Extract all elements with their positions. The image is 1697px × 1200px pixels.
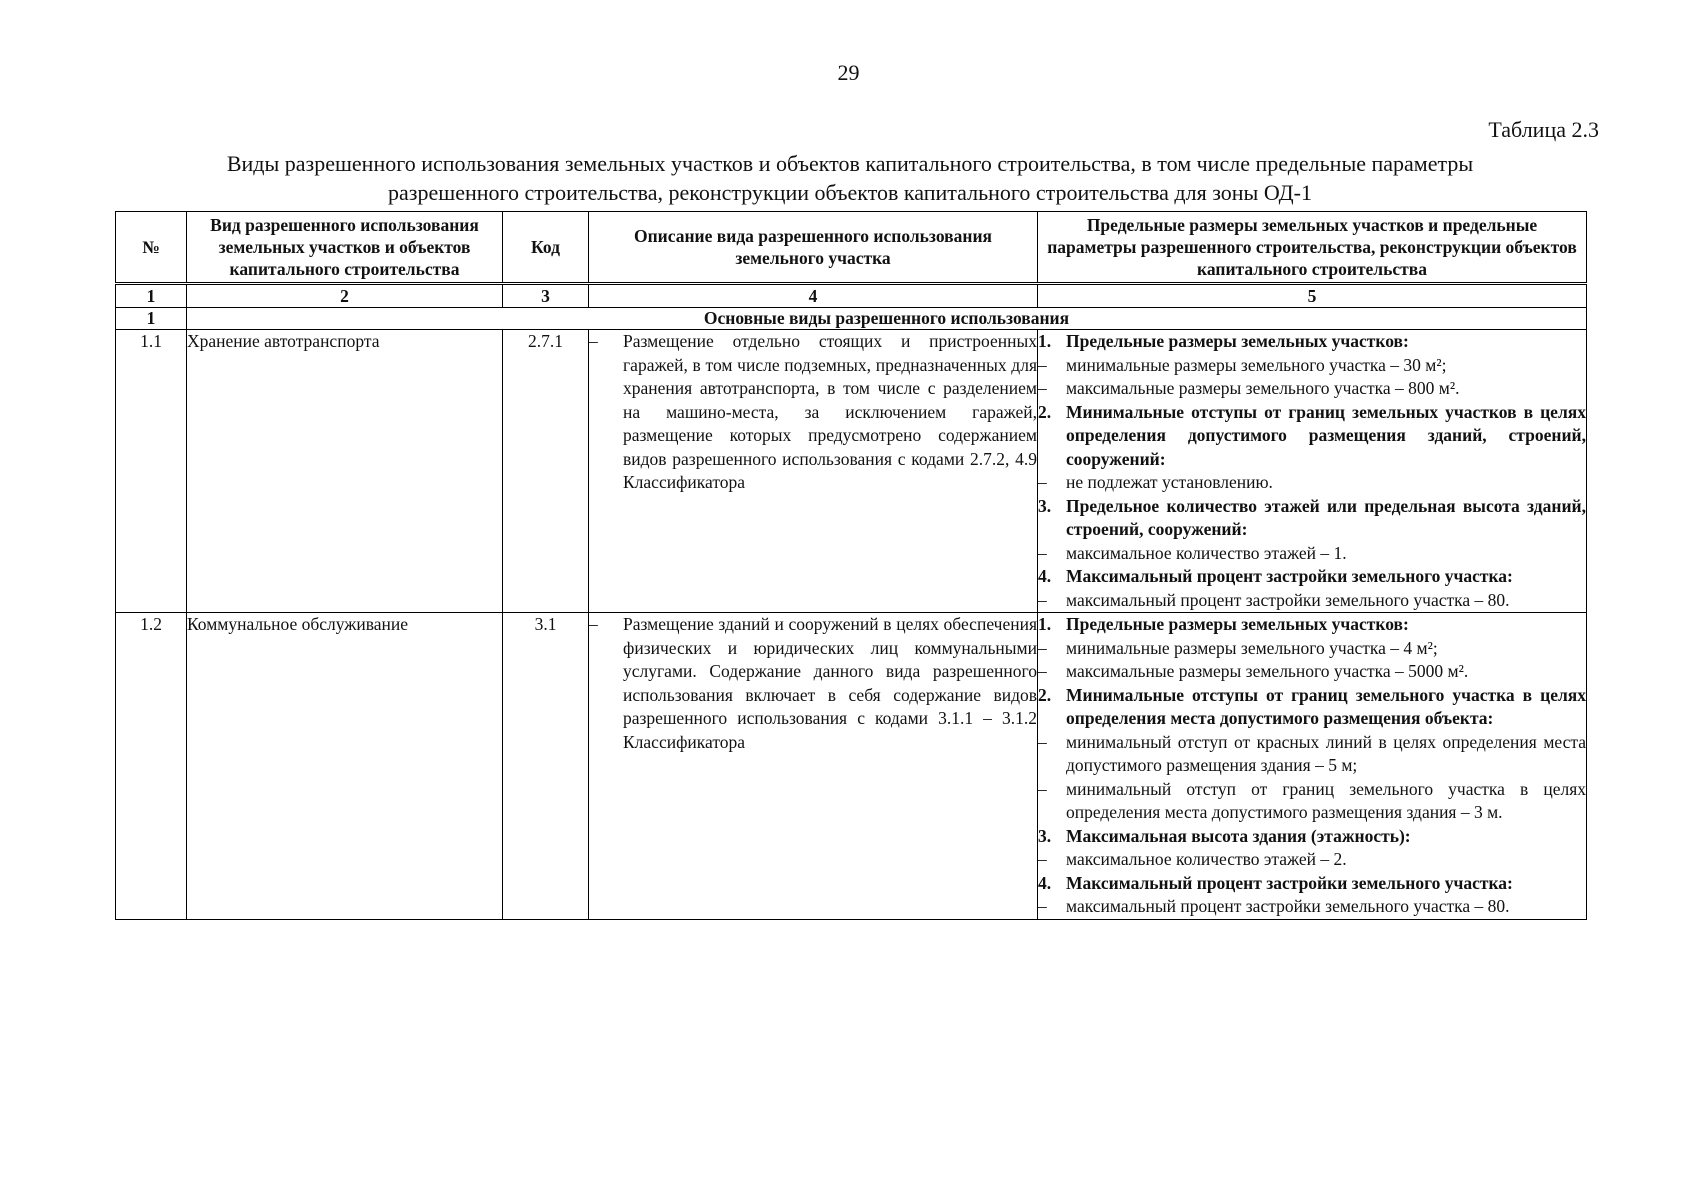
param-item: – максимальное количество этажей – 2. bbox=[1038, 849, 1347, 869]
column-numbers-row bbox=[116, 284, 1587, 308]
param-item: – минимальный отступ от границ земельного участка в целях определения места допустимого размещения здания – 3 м. bbox=[1038, 778, 1586, 822]
section-title: Основные виды разрешенного использования bbox=[187, 308, 1587, 330]
section-row bbox=[116, 308, 1587, 330]
param-heading: 4. Максимальный процент застройки земельного участка: bbox=[1038, 872, 1513, 893]
section-number: 1 bbox=[116, 308, 187, 330]
param-item: – максимальные размеры земельного участка – 5000 м². bbox=[1038, 661, 1469, 681]
row-code: 2.7.1 bbox=[503, 330, 589, 613]
table-caption bbox=[120, 149, 1580, 207]
description-text: Размещение отдельно стоящих и пристроенных гаражей, в том числе подземных, предназначенных для хранения автотранспорта, в том числе с разделением на машино-места, за исключением гаражей, размещение которых предусмотрено содержанием видов разрешенного использования с кодами 2.7.2, 4.9 Классификатора bbox=[623, 331, 1037, 492]
param-heading: 3. Максимальная высота здания (этажность): bbox=[1038, 825, 1411, 846]
header-use-type: Вид разрешенного использования земельных участков и объектов капитального строительства bbox=[187, 212, 503, 284]
column-number: 4 bbox=[589, 284, 1038, 308]
param-heading: 1. Предельные размеры земельных участков: bbox=[1038, 614, 1409, 634]
row-code: 3.1 bbox=[503, 613, 589, 920]
header-description: Описание вида разрешенного использования земельного участка bbox=[589, 212, 1038, 284]
row-number: 1.1 bbox=[116, 330, 187, 613]
param-item: – максимальные размеры земельного участка – 800 м². bbox=[1038, 378, 1460, 398]
param-heading: 3. Предельное количество этажей или предельная высота зданий, строений, сооружений: bbox=[1038, 495, 1586, 539]
header-code: Код bbox=[503, 212, 589, 284]
table-row bbox=[116, 613, 1587, 920]
row-use-type: Хранение автотранспорта bbox=[187, 330, 503, 613]
row-description bbox=[589, 330, 1038, 613]
row-use-type: Коммунальное обслуживание bbox=[187, 613, 503, 920]
header-parameters: Предельные размеры земельных участков и предельные параметры разрешенного строительства, реконструкции объектов капитального строительства bbox=[1038, 212, 1587, 284]
dash-marker: – bbox=[589, 331, 598, 351]
param-item: – минимальные размеры земельного участка – 4 м²; bbox=[1038, 637, 1438, 658]
table-label: Таблица 2.3 bbox=[1488, 117, 1599, 142]
param-item: – минимальные размеры земельного участка – 30 м²; bbox=[1038, 354, 1447, 375]
dash-marker: – bbox=[589, 614, 598, 634]
param-item: – минимальный отступ от красных линий в целях определения места допустимого размещения здания – 5 м; bbox=[1038, 731, 1586, 775]
header-row bbox=[116, 212, 1587, 284]
param-heading: 2. Минимальные отступы от границ земельных участков в целях определения допустимого размещения зданий, строений, сооружений: bbox=[1038, 401, 1586, 469]
param-item: – максимальный процент застройки земельного участка – 80. bbox=[1038, 896, 1510, 916]
caption-line-1: Виды разрешенного использования земельных участков и объектов капитального строительства, в том числе предельные параметры bbox=[226, 151, 1474, 176]
row-parameters bbox=[1038, 330, 1587, 613]
param-heading: 4. Максимальный процент застройки земельного участка: bbox=[1038, 566, 1513, 586]
header-number: № bbox=[116, 212, 187, 284]
row-parameters bbox=[1038, 613, 1587, 920]
row-description bbox=[589, 613, 1038, 920]
description-text: Размещение зданий и сооружений в целях обеспечения физических и юридических лиц коммунальными услугами. Содержание данного вида разрешенного использования включает в себя содержание видов разрешенного использования с кодами 3.1.1 – 3.1.2 Классификатора bbox=[623, 614, 1037, 752]
param-item: – не подлежат установлению. bbox=[1038, 472, 1273, 492]
column-number: 3 bbox=[503, 284, 589, 308]
param-heading: 2. Минимальные отступы от границ земельного участка в целях определения места допустимого размещения объекта: bbox=[1038, 684, 1586, 728]
column-number: 2 bbox=[187, 284, 503, 308]
row-number: 1.2 bbox=[116, 613, 187, 920]
table-row bbox=[116, 330, 1587, 613]
param-item: – максимальный процент застройки земельного участка – 80. bbox=[1038, 589, 1510, 610]
column-number: 1 bbox=[116, 284, 187, 308]
page-number: 29 bbox=[837, 60, 860, 85]
param-heading: 1. Предельные размеры земельных участков: bbox=[1038, 331, 1409, 351]
param-item: – максимальное количество этажей – 1. bbox=[1038, 542, 1347, 563]
column-number: 5 bbox=[1038, 284, 1587, 308]
land-use-table bbox=[115, 211, 1587, 920]
caption-line-2: разрешенного строительства, реконструкции объектов капитального строительства для зоны ОД-1 bbox=[388, 180, 1312, 205]
